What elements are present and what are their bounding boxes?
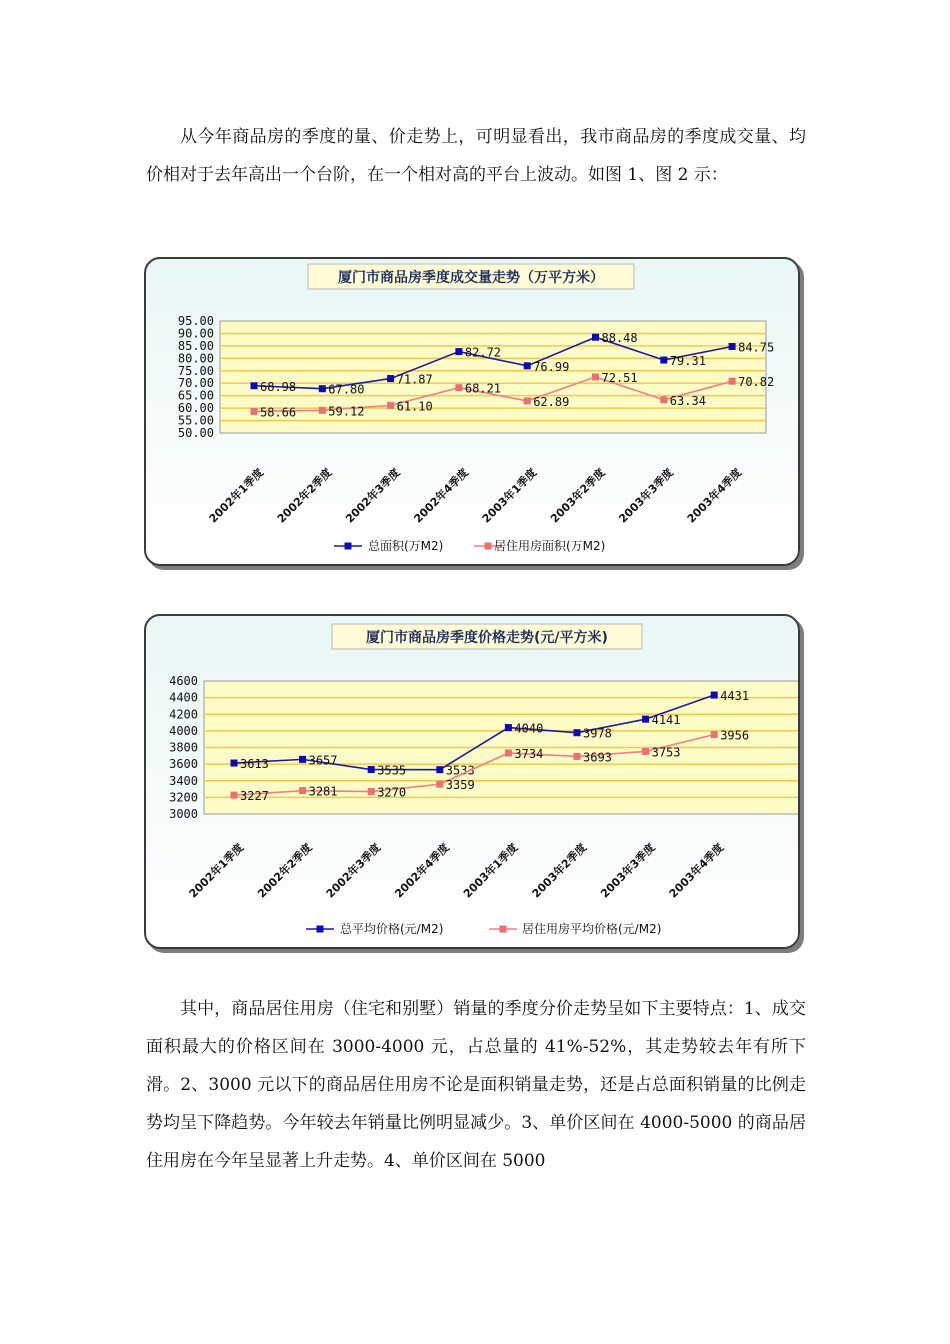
- x-tick-label: 2003年2季度: [529, 840, 590, 901]
- data-label: 88.48: [601, 331, 638, 346]
- data-point: [592, 373, 599, 380]
- data-point: [660, 357, 667, 364]
- data-point: [251, 382, 258, 389]
- data-label: 3359: [445, 778, 475, 793]
- y-tick-label: 75.00: [177, 363, 214, 378]
- y-tick-label: 70.00: [177, 376, 214, 391]
- x-tick-label: 2002年2季度: [255, 840, 315, 901]
- data-point: [387, 402, 394, 409]
- legend-marker: [500, 926, 507, 933]
- x-tick-label: 2003年4季度: [684, 465, 745, 526]
- data-point: [436, 781, 443, 788]
- data-label: 3956: [720, 728, 750, 743]
- y-tick-label: 80.00: [177, 351, 214, 366]
- data-label: 70.82: [738, 375, 775, 390]
- body-text: 其中，商品居住用房（住宅和别墅）销量的季度分价走势呈如下主要特点：1、成交面积最大的价格区间在 3000-4000 元，占总量的 41%-52%，其走势较去年有所下滑。2、3000 元以下的商品居住用房不论是面积销量走势，还是占总面积销量的比例走势均呈下降趋势。今年较去年销量比例明显减少。3、单价区间在 4000-5000 的商品居住用房在今年呈显著上升走势。4、单价区间在 5000: [146, 999, 806, 1171]
- data-point: [660, 396, 667, 403]
- data-point: [251, 408, 258, 415]
- data-label: 68.98: [260, 379, 297, 394]
- chart-title: 厦门市商品房季度成交量走势（万平方米）: [338, 270, 604, 286]
- x-tick-label: 2002年3季度: [323, 840, 384, 901]
- data-label: 4141: [651, 713, 681, 728]
- chart-title: 厦门市商品房季度价格走势(元/平方米): [366, 630, 608, 646]
- x-tick-label: 2002年3季度: [343, 465, 403, 526]
- y-tick-label: 3000: [169, 807, 198, 821]
- intro-text: 从今年商品房的季度的量、价走势上，可明显看出，我市商品房的季度成交量、均价相对于去年高出一个台阶，在一个相对高的平台上波动。如图 1、图 2 示：: [146, 127, 806, 185]
- data-label: 3978: [583, 726, 612, 741]
- data-point: [642, 716, 649, 723]
- chart-volume: [146, 259, 798, 564]
- plot-area: [220, 321, 766, 433]
- data-label: 3535: [377, 763, 407, 778]
- x-tick-label: 2003年1季度: [460, 840, 521, 901]
- data-point: [505, 724, 512, 731]
- data-point: [299, 756, 306, 763]
- legend-marker: [317, 926, 324, 933]
- y-tick-label: 4400: [169, 690, 198, 705]
- x-tick-label: 2002年4季度: [392, 840, 452, 901]
- data-label: 72.51: [601, 370, 638, 385]
- x-tick-label: 2002年1季度: [206, 465, 267, 526]
- data-label: 63.34: [669, 393, 706, 408]
- data-label: 3693: [583, 750, 612, 765]
- data-label: 3270: [377, 785, 407, 800]
- data-point: [368, 788, 375, 795]
- data-point: [729, 378, 736, 385]
- data-point: [524, 362, 531, 369]
- legend-label: 居住用房平均价格(元/M2): [522, 922, 662, 936]
- data-point: [455, 384, 462, 391]
- data-point: [574, 753, 581, 760]
- y-tick-label: 4200: [169, 707, 198, 722]
- data-label: 84.75: [738, 340, 775, 355]
- chart-volume-box: [144, 257, 800, 566]
- legend-marker: [485, 543, 492, 550]
- y-tick-label: 3400: [169, 773, 198, 788]
- y-tick-label: 4000: [169, 723, 198, 738]
- data-label: 3657: [308, 753, 338, 768]
- x-tick-label: 2003年3季度: [598, 840, 658, 901]
- data-point: [436, 766, 443, 773]
- data-label: 3227: [240, 789, 269, 804]
- data-point: [729, 343, 736, 350]
- x-tick-label: 2003年2季度: [548, 465, 608, 526]
- legend-marker: [345, 543, 352, 550]
- chart-price: [146, 616, 798, 947]
- chart-price-box: [144, 614, 800, 949]
- data-point: [455, 348, 462, 355]
- data-point: [524, 397, 531, 404]
- data-label: 71.87: [396, 372, 433, 387]
- x-tick-label: 2002年4季度: [411, 465, 472, 526]
- intro-paragraph: [146, 118, 806, 194]
- data-point: [592, 334, 599, 341]
- data-label: 59.12: [328, 404, 365, 419]
- y-tick-label: 4600: [169, 674, 198, 688]
- x-tick-label: 2002年1季度: [186, 840, 247, 901]
- data-label: 3734: [514, 746, 544, 761]
- data-label: 62.89: [533, 394, 570, 409]
- x-tick-label: 2002年2季度: [274, 465, 335, 526]
- data-label: 58.66: [260, 405, 297, 420]
- x-tick-label: 2003年1季度: [479, 465, 540, 526]
- data-label: 3613: [240, 757, 269, 772]
- data-point: [711, 692, 718, 699]
- data-point: [319, 407, 326, 414]
- legend-label: 居住用房面积(万M2): [494, 539, 606, 553]
- y-tick-label: 3600: [169, 757, 198, 772]
- data-point: [642, 748, 649, 755]
- y-tick-label: 3800: [169, 740, 198, 755]
- data-label: 3533: [445, 763, 475, 778]
- x-tick-label: 2003年4季度: [666, 840, 727, 901]
- data-label: 61.10: [396, 399, 433, 414]
- data-label: 82.72: [464, 345, 502, 360]
- data-label: 76.99: [533, 359, 570, 374]
- y-tick-label: 55.00: [177, 413, 214, 428]
- data-label: 3281: [308, 784, 338, 799]
- data-point: [231, 760, 238, 767]
- data-label: 67.80: [328, 382, 365, 397]
- data-label: 4040: [514, 721, 544, 736]
- data-point: [368, 766, 375, 773]
- y-tick-label: 50.00: [177, 426, 214, 440]
- data-point: [505, 749, 512, 756]
- data-point: [387, 375, 394, 382]
- y-tick-label: 85.00: [177, 338, 214, 353]
- data-label: 79.31: [669, 354, 706, 369]
- y-tick-label: 90.00: [177, 326, 214, 341]
- data-label: 3753: [651, 745, 681, 760]
- legend-label: 总平均价格(元/M2): [340, 922, 444, 936]
- data-point: [299, 787, 306, 794]
- legend-label: 总面积(万M2): [368, 539, 444, 553]
- data-point: [319, 385, 326, 392]
- body-paragraph: [146, 990, 806, 1180]
- data-label: 68.21: [464, 381, 502, 396]
- y-tick-label: 95.00: [177, 314, 214, 328]
- y-tick-label: 3200: [169, 790, 198, 805]
- data-point: [574, 729, 581, 736]
- y-tick-label: 65.00: [177, 388, 214, 403]
- data-label: 4431: [720, 689, 750, 704]
- data-point: [231, 792, 238, 799]
- x-tick-label: 2003年3季度: [616, 465, 676, 526]
- data-point: [711, 731, 718, 738]
- y-tick-label: 60.00: [177, 401, 214, 416]
